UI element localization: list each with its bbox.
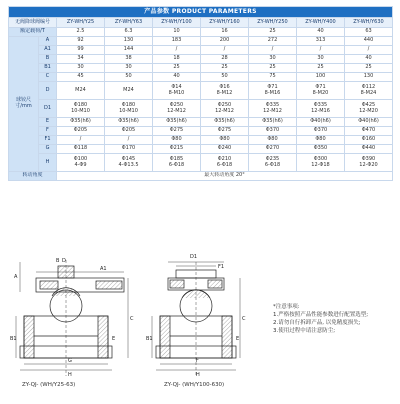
dim-cell-line: Φ425 [361,101,376,108]
dim-cell-line: 10-M10 [119,107,138,114]
dim-cell [57,55,105,64]
dim-cell [201,136,249,145]
dim-cell [345,127,393,136]
ball-hatch-right [182,290,210,298]
label-d1: D1 [190,254,198,260]
dim-cell [153,55,201,64]
dim-cell [201,118,249,127]
dim-cell-line: 4-Φ13.5 [118,161,139,168]
dim-cell-line: 12-M12 [167,107,186,114]
load-cell: 63 [345,28,393,37]
dim-cell [201,82,249,100]
dim-cell-line: 12-M20 [359,107,378,114]
dim-cell-line: 12-M12 [263,107,282,114]
dim-cell [105,145,153,154]
dim-cell-line: 99 [77,46,84,53]
dim-cell-line: Φ370 [313,127,328,134]
dim-cell [249,100,297,118]
dim-cell-line: Φ16 [219,83,230,90]
dim-cell-line: Φ35(h6) [166,118,187,125]
label-c: C [130,316,134,322]
load-label: 额定载荷/T [9,28,57,37]
dim-cell [297,82,345,100]
dim-cell-line: Φ250 [217,101,232,108]
drawing-left [16,260,128,376]
dim-cell [297,55,345,64]
dim-row [9,55,393,64]
dim-cell-line: Φ145 [121,155,136,162]
dim-cell [345,145,393,154]
dim-cell-line: Φ370 [265,127,280,134]
dim-cell [345,100,393,118]
label-e: E [112,336,116,342]
angle-row [9,172,393,181]
model-cell: ZY-WH/Y63 [105,18,153,28]
dim-label: E [39,118,57,127]
dim-cell [153,100,201,118]
dim-cell [105,73,153,82]
note-item: 3.使用过程中请注意防尘; [273,328,336,334]
dim-cell [249,136,297,145]
dim-cell-line: 144 [123,46,134,53]
dim-cell [153,127,201,136]
dim-cell-line: Φ180 [121,101,136,108]
dim-cell-line: 30 [317,55,324,62]
dim-cell-line: 75 [269,73,276,80]
dim-label: F1 [39,136,57,145]
base-hatch-right-r [222,316,232,358]
dim-cell-line: / [79,136,82,143]
dim-cell-line: Φ35(h6) [70,118,91,125]
dim-cell [345,55,393,64]
dim-cell-line: Φ235 [265,155,280,162]
dim-cell-line: / [367,46,370,53]
dim-cell [105,55,153,64]
dim-label: G [39,145,57,154]
dim-cell-line: M24 [75,86,86,93]
dim-cell-line: 28 [221,55,228,62]
dim-cell [297,154,345,172]
base-hatch-left [24,316,34,358]
dim-cell-line: Φ335 [313,101,328,108]
dim-cell [105,127,153,136]
label-e-right: E [236,336,240,342]
dim-cell-line: Φ35(h6) [262,118,283,125]
dim-cell-line: Φ180 [73,101,88,108]
dim-cell-line: 25 [173,64,180,71]
label-f1: F1 [218,264,225,270]
dim-cell-line: 45 [77,73,84,80]
dim-cell [201,127,249,136]
dim-cell-line: / [223,46,226,53]
dim-cell [105,100,153,118]
dim-cell-line: / [175,46,178,53]
dim-cell [153,136,201,145]
dim-row [9,64,393,73]
dim-cell-line: 440 [363,37,374,44]
model-row [9,18,393,28]
load-row [9,28,393,37]
dim-cell [57,46,105,55]
dim-cell [297,145,345,154]
model-cell: ZY-WH/Y250 [249,18,297,28]
dim-cell [57,127,105,136]
dim-cell-line: 38 [125,55,132,62]
dim-cell-line: Φ71 [315,83,326,90]
note-item: 1.严格按照产品性能参数进行配置选型; [273,312,369,318]
dim-cell [345,64,393,73]
load-cell: 16 [201,28,249,37]
dim-cell [105,154,153,172]
dim-label: F [39,127,57,136]
caption-right: ZY-QJ- (WH/Y100-630) [164,382,225,388]
dim-cell-line: Φ118 [73,145,88,152]
model-cell: ZY-WH/Y25 [57,18,105,28]
note-item: 2.请勿自行拆卸产品, 以免精度损失; [273,320,361,326]
load-cell: 2.5 [57,28,105,37]
dim-cell [57,145,105,154]
upper-hatch-r [208,280,222,288]
dim-cell-line: Φ80 [267,136,278,143]
dim-cell-line: 18 [173,55,180,62]
dim-cell [249,46,297,55]
caption-left: ZY-QJ- (WH/Y25-63) [22,382,76,388]
dim-cell [201,64,249,73]
dim-label: D1 [39,100,57,118]
dim-cell [57,136,105,145]
model-cell: ZY-WH/Y400 [297,18,345,28]
dim-cell-line: 12-M16 [311,107,330,114]
dim-cell [201,55,249,64]
model-cell: ZY-WH/Y160 [201,18,249,28]
dim-cell-line: Φ80 [171,136,182,143]
upper-hatch-l [170,280,184,288]
dim-cell [57,154,105,172]
dim-row [9,145,393,154]
dim-cell-line: Φ215 [169,145,184,152]
dim-cell [57,73,105,82]
dim-cell-line: 30 [125,64,132,71]
label-f-right: F [196,358,199,364]
dim-cell [201,73,249,82]
dim-cell-line: 25 [317,64,324,71]
label-b1: B1 [10,336,17,342]
label-d: D [62,258,66,264]
dim-label: H [39,154,57,172]
dim-cell [153,145,201,154]
dim-cell [105,82,153,100]
dim-cell-line: Φ112 [361,83,376,90]
dim-cell [297,64,345,73]
dim-cell-line: Φ80 [315,136,326,143]
dim-cell-line: Φ440 [361,145,376,152]
dim-cell [297,73,345,82]
dim-row [9,118,393,127]
dim-cell [249,64,297,73]
dim-cell [249,82,297,100]
dim-cell-line: Φ160 [361,136,376,143]
dim-cell-line: Φ390 [361,155,376,162]
dim-label: D [39,82,57,100]
dim-cell-line: 272 [267,37,278,44]
dim-cell-line: Φ40(h6) [358,118,379,125]
dim-cell-line: 50 [125,73,132,80]
dim-cell-line: 8-M12 [216,89,233,96]
dim-cell-line: M24 [123,86,134,93]
label-c-right: C [242,316,246,322]
dim-cell [201,154,249,172]
dim-cell [153,82,201,100]
load-cell: 10 [153,28,201,37]
dim-cell [345,136,393,145]
dim-cell-line: Φ470 [361,127,376,134]
dim-cell-line: 8-M10 [168,89,185,96]
dim-row [9,73,393,82]
dim-cell-line: / [271,46,274,53]
dim-cell-line: 6-Φ18 [168,161,185,168]
dim-row [9,37,393,46]
dim-cell-line: 130 [123,37,134,44]
dim-cell-line: 6-Φ18 [216,161,233,168]
dim-row [9,100,393,118]
label-g: G [68,358,72,364]
dim-cell-line: 183 [171,37,182,44]
dim-cell-line: 25 [269,64,276,71]
dim-cell-line: 12-Φ18 [311,161,330,168]
angle-value: 最大转动角度 20° [57,172,393,181]
dim-label: C [39,73,57,82]
dim-cell [57,118,105,127]
dim-cell-line: / [127,136,130,143]
dim-cell [297,100,345,118]
dim-cell [249,154,297,172]
dim-cell-line: Φ100 [73,155,88,162]
dim-cell-line: Φ71 [267,83,278,90]
dim-cell [105,118,153,127]
dim-cell [297,37,345,46]
dim-label: A [39,37,57,46]
dim-cell-line: Φ185 [169,155,184,162]
load-cell: 40 [297,28,345,37]
dim-cell [297,127,345,136]
dim-cell-line: 12-Φ20 [359,161,378,168]
dim-cell [345,46,393,55]
dim-cell [345,37,393,46]
dim-cell-line: Φ270 [265,145,280,152]
dim-cell [345,73,393,82]
dim-cell-line: Φ35(h6) [118,118,139,125]
dim-cell-line: 8-M16 [264,89,281,96]
dim-cell-line: 200 [219,37,230,44]
dim-cell-line: 130 [363,73,374,80]
dim-cell-line: Φ14 [171,83,182,90]
dim-cell-line: Φ350 [313,145,328,152]
dim-cell [153,118,201,127]
dim-row [9,46,393,55]
dim-cell-line: 313 [315,37,326,44]
dim-cell-line: Φ40(h6) [310,118,331,125]
dim-cell-line: 30 [77,64,84,71]
dim-cell [297,46,345,55]
dim-cell-line: 25 [221,64,228,71]
base-hatch-right-l [160,316,170,358]
dim-cell-line: Φ205 [73,127,88,134]
label-a1: A1 [100,266,107,272]
dim-cell [57,100,105,118]
dim-cell-line: 40 [173,73,180,80]
label-h: H [68,372,72,378]
dim-label: B [39,55,57,64]
dim-cell [201,46,249,55]
load-cell: 6.3 [105,28,153,37]
dim-cell-line: Φ250 [169,101,184,108]
parameters-table [8,6,393,181]
dim-cell [201,37,249,46]
dim-cell [153,154,201,172]
dim-cell-line: Φ300 [313,155,328,162]
dim-label: B1 [39,64,57,73]
dim-cell-line: 34 [77,55,84,62]
dim-cell [249,37,297,46]
dim-cell [201,145,249,154]
dim-cell-line: 40 [365,55,372,62]
dim-cell [345,82,393,100]
dim-cell-line: / [319,46,322,53]
dim-cell-line: 12-M12 [215,107,234,114]
dim-cell [153,37,201,46]
dim-cell [57,64,105,73]
dim-cell [249,73,297,82]
dim-cell [345,154,393,172]
dim-cell-line: 4-Φ9 [74,161,87,168]
dim-cell-line: Φ335 [265,101,280,108]
dim-cell [297,136,345,145]
base-hatch-right [98,316,108,358]
dim-cell-line: Φ275 [217,127,232,134]
notes-title: *注意事项: [273,304,300,310]
dim-cell [105,37,153,46]
dim-row [9,136,393,145]
dim-cell-line: Φ80 [219,136,230,143]
dim-cell-line: 25 [365,64,372,71]
dims-group-label: 球铰尺寸/mm [9,37,39,172]
label-b: B [56,258,60,264]
dim-cell-line: 8-M20 [312,89,329,96]
dim-cell [201,100,249,118]
dim-cell [57,37,105,46]
dim-cell-line: Φ240 [217,145,232,152]
dim-cell-line: Φ275 [169,127,184,134]
model-cell: ZY-WH/Y630 [345,18,393,28]
dim-cell-line: 8-M24 [360,89,377,96]
dim-cell [297,118,345,127]
dim-cell [153,73,201,82]
dim-cell [249,145,297,154]
upper-plate-hatch-left [40,281,58,289]
model-cell: ZY-WH/Y100 [153,18,201,28]
label-b1-right: B1 [146,336,153,342]
dim-cell-line: Φ35(h6) [214,118,235,125]
dim-cell [105,46,153,55]
dim-cell-line: 30 [269,55,276,62]
parameters-table-wrap [8,6,393,181]
dim-cell-line: Φ170 [121,145,136,152]
dim-cell-line: 100 [315,73,326,80]
angle-label: 转动角度 [9,172,57,181]
dim-cell-line: 50 [221,73,228,80]
dim-cell [153,64,201,73]
dim-cell-line: 92 [77,37,84,44]
label-a: A [14,274,18,280]
dim-cell-line: 10-M10 [71,107,90,114]
load-cell: 25 [249,28,297,37]
model-label: 无阀降球阀编号 [9,18,57,28]
notes-block [273,303,397,335]
dim-cell-line: 6-Φ18 [264,161,281,168]
table-header: 产品参数 PRODUCT PARAMETERS [9,7,393,18]
dim-cell [57,82,105,100]
dim-cell-line: Φ210 [217,155,232,162]
dim-cell [105,136,153,145]
dim-row [9,154,393,172]
dim-cell [153,46,201,55]
dim-cell-line: Φ205 [121,127,136,134]
dim-cell [249,55,297,64]
upper-plate-hatch-right [96,281,122,289]
dim-cell [345,118,393,127]
dim-cell [249,118,297,127]
label-h-right: H [196,372,200,378]
dim-label: A1 [39,46,57,55]
dim-cell [105,64,153,73]
dim-row [9,82,393,100]
dim-row [9,127,393,136]
dim-cell [249,127,297,136]
